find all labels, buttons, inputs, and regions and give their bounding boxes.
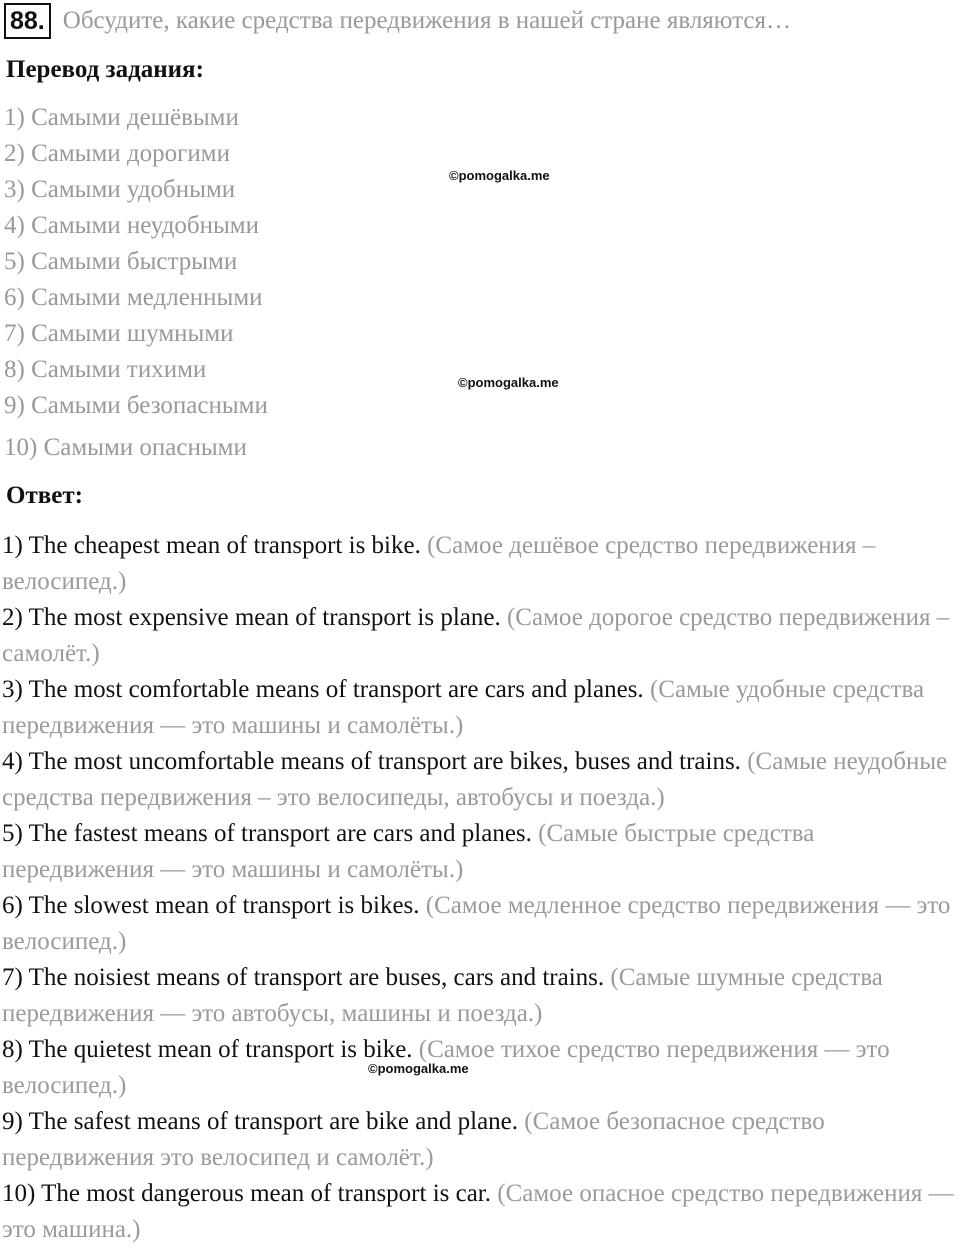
translation-item: 3) Самыми удобными	[4, 176, 236, 203]
answer-english: 8) The quietest mean of transport is bike.	[2, 1036, 419, 1063]
answer-english: 1) The cheapest mean of transport is bike.	[2, 532, 428, 559]
answer-item	[2, 816, 958, 888]
translation-item: 5) Самыми быстрыми	[4, 248, 238, 275]
answer-list	[2, 528, 958, 1248]
watermark: ©pomogalka.me	[368, 1061, 469, 1076]
answer-item	[2, 888, 958, 960]
answer-russian: (Самое безопасное средство передвижения это велосипед и самолёт.)	[2, 1108, 825, 1171]
answer-russian: (Самое тихое средство передвижения — это велосипед.)	[2, 1036, 890, 1099]
answer-item	[2, 528, 958, 600]
translation-item: 9) Самыми безопасными	[4, 392, 268, 419]
translation-item: 6) Самыми медленными	[4, 284, 263, 311]
answer-item	[2, 1104, 958, 1176]
translation-heading: Перевод задания:	[6, 56, 204, 83]
answer-item	[2, 1176, 958, 1248]
answer-russian: (Самые быстрые средства передвижения — это машины и самолёты.)	[2, 820, 815, 883]
answer-english: 7) The noisiest means of transport are buses, cars and trains.	[2, 964, 611, 991]
answer-russian: (Самое медленное средство передвижения — это велосипед.)	[2, 892, 951, 955]
translation-item: 8) Самыми тихими	[4, 356, 207, 383]
answer-item	[2, 960, 958, 1032]
answer-english: 2) The most expensive mean of transport is plane.	[2, 604, 507, 631]
answer-russian: (Самое дорогое средство передвижения – самолёт.)	[2, 604, 950, 667]
answer-item	[2, 600, 958, 672]
answer-item	[2, 1032, 958, 1104]
answer-russian: (Самые удобные средства передвижения — это машины и самолёты.)	[2, 676, 925, 739]
answer-english: 5) The fastest means of transport are cars and planes.	[2, 820, 539, 847]
translation-item: 4) Самыми неудобными	[4, 212, 260, 239]
answer-russian: (Самое дешёвое средство передвижения – велосипед.)	[2, 532, 876, 595]
task-number: 88.	[4, 3, 51, 39]
translation-item: 7) Самыми шумными	[4, 320, 234, 347]
answer-russian: (Самые неудобные средства передвижения – это велосипеды, автобусы и поезда.)	[2, 748, 948, 811]
task-text: Обсудите, какие средства передвижения в нашей стране являются…	[62, 7, 791, 34]
answer-russian: (Самые шумные средства передвижения — это автобусы, машины и поезда.)	[2, 964, 883, 1027]
translation-item: 1) Самыми дешёвыми	[4, 104, 239, 131]
translation-list	[4, 100, 444, 466]
answer-english: 10) The most dangerous mean of transport is car.	[2, 1180, 498, 1207]
answer-heading: Ответ:	[6, 482, 83, 509]
translation-item: 10) Самыми опасными	[4, 434, 247, 461]
answer-english: 9) The safest means of transport are bike and plane.	[2, 1108, 525, 1135]
answer-item	[2, 744, 958, 816]
watermark: ©pomogalka.me	[449, 168, 550, 183]
translation-item: 2) Самыми дорогими	[4, 140, 230, 167]
answer-english: 6) The slowest mean of transport is bikes.	[2, 892, 426, 919]
answer-item	[2, 672, 958, 744]
task-header	[4, 2, 791, 40]
answer-russian: (Самое опасное средство передвижения — это машина.)	[2, 1180, 954, 1243]
watermark: ©pomogalka.me	[458, 375, 559, 390]
answer-english: 4) The most uncomfortable means of transport are bikes, buses and trains.	[2, 748, 748, 775]
answer-english: 3) The most comfortable means of transport are cars and planes.	[2, 676, 650, 703]
